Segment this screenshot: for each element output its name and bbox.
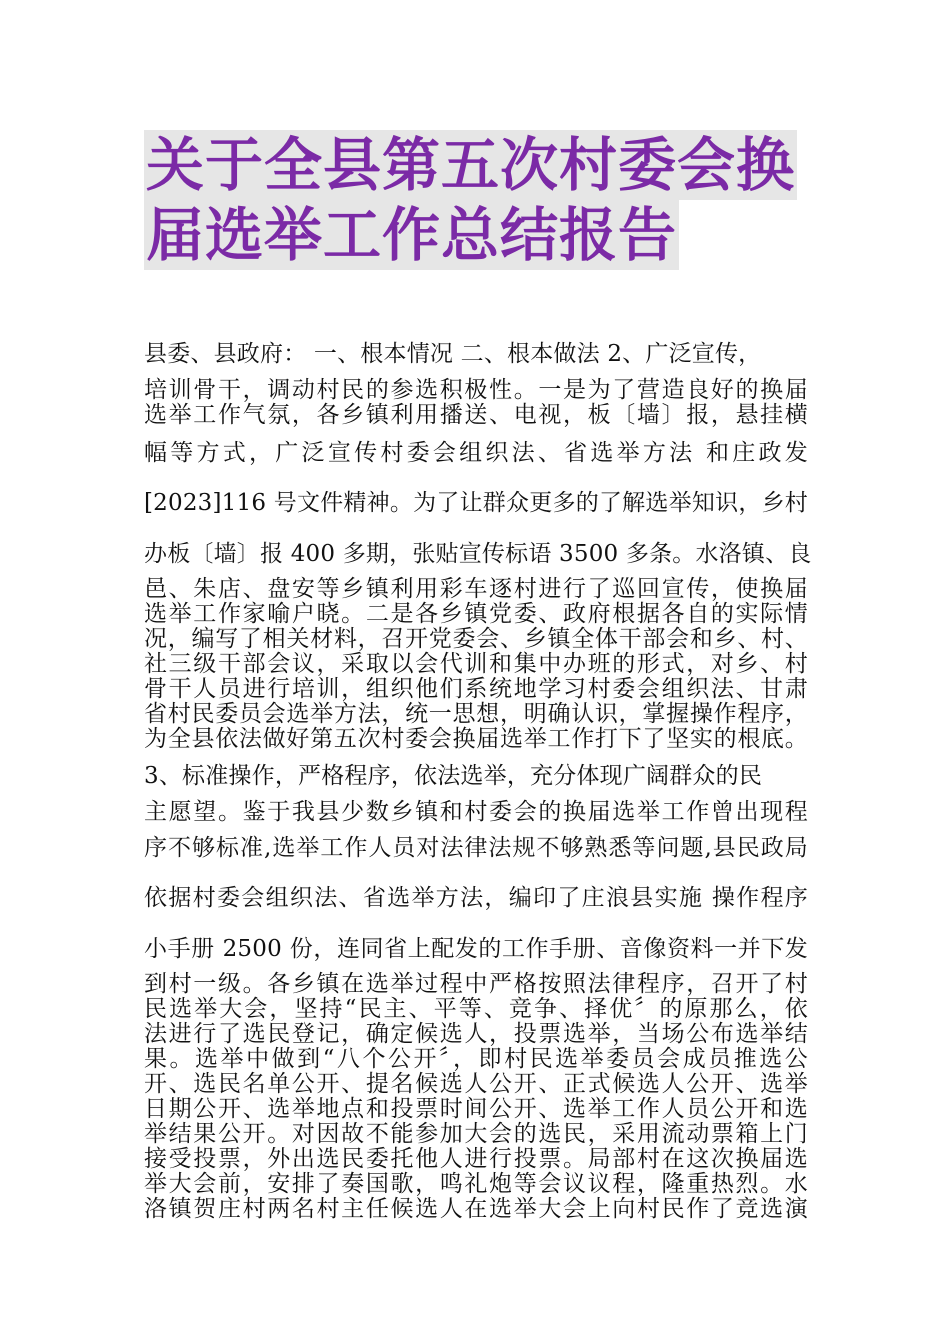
document-title [144, 130, 824, 270]
body-line: 民选举大会，坚持“民主、平等、竞争、择优〞的原那么，依 [144, 996, 808, 1022]
body-line: 幅等方式，广泛宣传村委会组织法、省选举方法 和庄政发 [144, 440, 808, 466]
body-line: 举大会前，安排了奏国歌，鸣礼炮等会议议程，隆重热烈。水 [144, 1171, 808, 1197]
body-line: 3、标准操作，严格程序，依法选举，充分体现广阔群众的民 [144, 763, 763, 789]
body-line: 社三级干部会议，采取以会代训和集中办班的形式，对乡、村 [144, 651, 808, 677]
body-line: 果。选举中做到“八个公开〞，即村民选举委员会成员推选公 [144, 1046, 808, 1072]
title-line-1: 关于全县第五次村委会换 [146, 131, 796, 199]
body-line: 邑、朱店、盘安等乡镇利用彩车逐村进行了巡回宣传，使换届 [144, 576, 808, 602]
body-line: 小手册 2500 份，连同省上配发的工作手册、音像资料一并下发 [144, 936, 808, 962]
body-line: 县委、县政府： 一、根本情况 二、根本做法 2、广泛宣传， [144, 341, 762, 367]
body-line: 办板〔墙〕报 400 多期，张贴宣传标语 3500 多条。水洛镇、良 [144, 541, 812, 567]
body-line: 为全县依法做好第五次村委会换届选举工作打下了坚实的根底。 [144, 726, 808, 752]
body-line: 洛镇贺庄村两名村主任候选人在选举大会上向村民作了竞选演 [144, 1196, 808, 1222]
body-line: 选举工作气氛，各乡镇利用播送、电视，板〔墙〕报，悬挂横 [144, 402, 808, 428]
body-line: 开、选民名单公开、提名候选人公开、正式候选人公开、选举 [144, 1071, 808, 1097]
body-line: 日期公开、选举地点和投票时间公开、选举工作人员公开和选 [144, 1096, 808, 1122]
body-line: 省村民委员会选举方法，统一思想，明确认识，掌握操作程序， [144, 701, 808, 727]
body-line: [2023]116 号文件精神。为了让群众更多的了解选举知识，乡村 [144, 490, 808, 516]
body-line: 况，编写了相关材料，召开党委会、乡镇全体干部会和乡、村、 [144, 626, 808, 652]
body-line: 选举工作家喻户晓。二是各乡镇党委、政府根据各自的实际情 [144, 601, 808, 627]
body-line: 法进行了选民登记，确定候选人，投票选举，当场公布选举结 [144, 1021, 808, 1047]
body-line: 举结果公开。对因故不能参加大会的选民，采用流动票箱上门 [144, 1121, 808, 1147]
body-line: 培训骨干，调动村民的参选积极性。一是为了营造良好的换届 [144, 377, 808, 403]
body-line: 主愿望。鉴于我县少数乡镇和村委会的换届选举工作曾出现程 [144, 799, 808, 825]
body-line: 序不够标准,选举工作人员对法律法规不够熟悉等问题,县民政局 [144, 835, 808, 861]
body-line: 骨干人员进行培训，组织他们系统地学习村委会组织法、甘肃 [144, 676, 808, 702]
body-line: 到村一级。各乡镇在选举过程中严格按照法律程序，召开了村 [144, 971, 808, 997]
body-line: 接受投票，外出选民委托他人进行投票。局部村在这次换届选 [144, 1146, 808, 1172]
body-line: 依据村委会组织法、省选举方法，编印了庄浪县实施 操作程序 [144, 885, 808, 911]
title-line-2: 届选举工作总结报告 [146, 201, 678, 269]
